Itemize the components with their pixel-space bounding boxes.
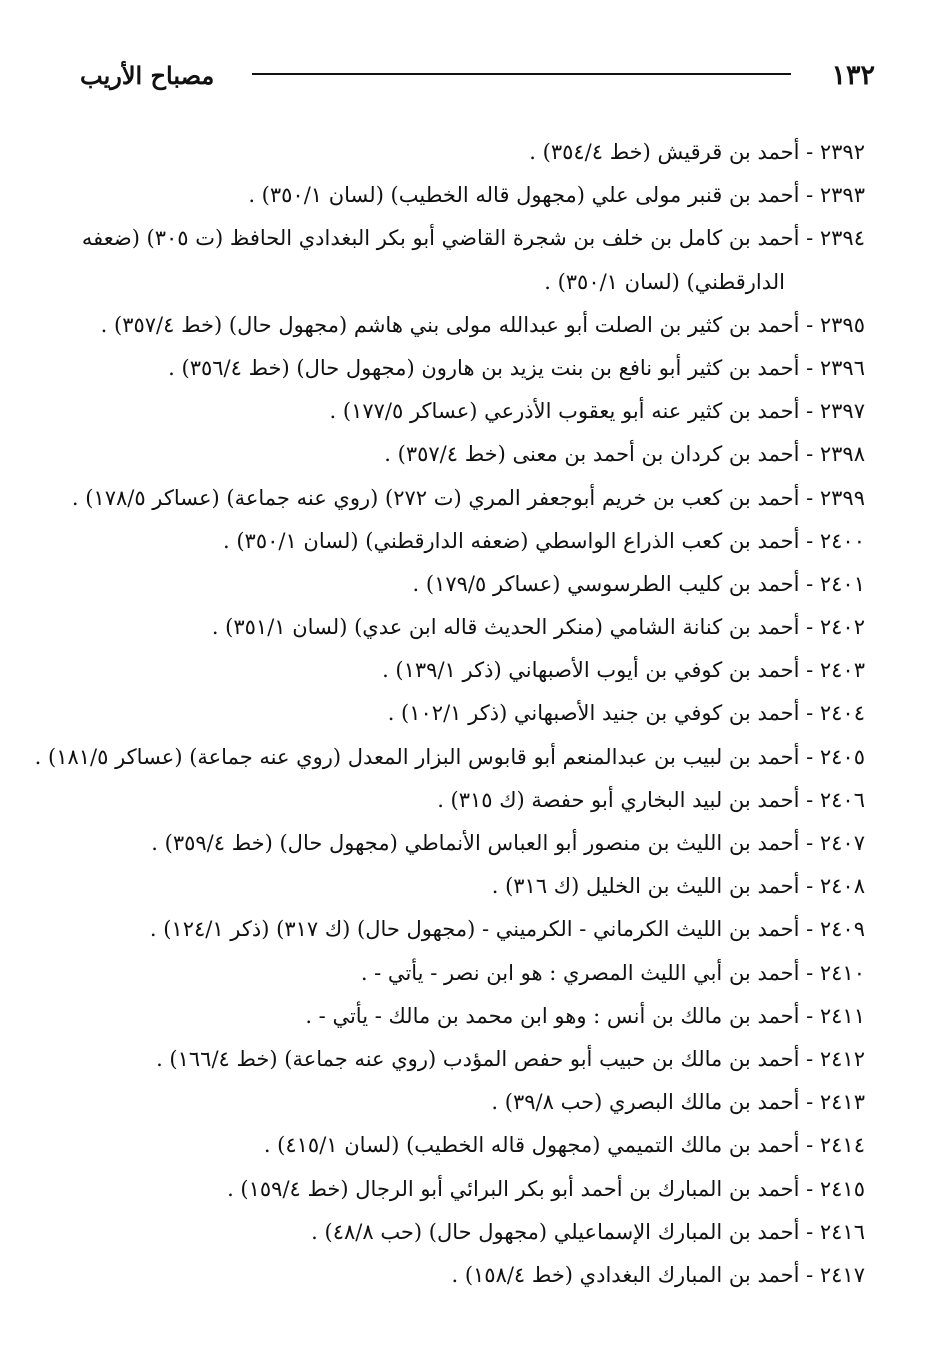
entry-2398: ٢٣٩٨ - أحمد بن كردان بن أحمد بن معنى (خط ٣٥٧/٤) . xyxy=(384,442,865,467)
entry-2392: ٢٣٩٢ - أحمد بن قرقيش (خط ٣٥٤/٤) . xyxy=(529,140,865,164)
entry-2394-continuation: الدارقطني) (لسان ٣٥٠/١) . xyxy=(544,269,785,294)
entry-2403: ٢٤٠٣ - أحمد بن كوفي بن أيوب الأصبهاني (ذكر ١٣٩/١) . xyxy=(382,658,865,683)
entry-2394: ٢٣٩٤ - أحمد بن كامل بن خلف بن شجرة القاضي أبو بكر البغدادي الحافظ (ت ٣٠٥) (ضعفه xyxy=(81,226,865,251)
entry-2416: ٢٤١٦ - أحمد بن المبارك الإسماعيلي (مجهول حال) (حب ٤٨/٨) . xyxy=(311,1219,865,1244)
entry-2413: ٢٤١٣ - أحمد بن مالك البصري (حب ٣٩/٨) . xyxy=(491,1090,865,1115)
entry-2409: ٢٤٠٩ - أحمد بن الليث الكرماني - الكرميني - (مجهول حال) (ك ٣١٧) (ذكر ١٢٤/١) . xyxy=(149,917,865,942)
entry-2405: ٢٤٠٥ - أحمد بن لبيب بن عبدالمنعم أبو قابوس البزار المعدل (روي عنه جماعة) (عساكر ١٨١/٥) . xyxy=(34,744,865,769)
entry-2397: ٢٣٩٧ - أحمد بن كثير عنه أبو يعقوب الأذرعي (عساكر ١٧٧/٥) . xyxy=(329,399,865,424)
entry-2417: ٢٤١٧ - أحمد بن المبارك البغدادي (خط ١٥٨/٤) . xyxy=(451,1262,865,1287)
entry-2395: ٢٣٩٥ - أحمد بن كثير بن الصلت أبو عبدالله مولى بني هاشم (مجهول حال) (خط ٣٥٧/٤) . xyxy=(100,312,865,337)
entry-2415: ٢٤١٥ - أحمد بن المبارك بن أحمد أبو بكر البرائي أبو الرجال (خط ١٥٩/٤) . xyxy=(227,1176,865,1201)
entry-2412: ٢٤١٢ - أحمد بن مالك بن حبيب أبو حفص المؤدب (روي عنه جماعة) (خط ١٦٦/٤) . xyxy=(156,1046,865,1071)
entry-2414: ٢٤١٤ - أحمد بن مالك التميمي (مجهول قاله الخطيب) (لسان ٤١٥/١) . xyxy=(263,1133,865,1158)
page-number: ١٣٢ xyxy=(831,60,875,91)
entry-2411: ٢٤١١ - أحمد بن مالك بن أنس : وهو ابن محمد بن مالك - يأتي - . xyxy=(305,1003,865,1028)
entry-2406: ٢٤٠٦ - أحمد بن لبيد البخاري أبو حفصة (ك ٣١٥) . xyxy=(437,787,865,812)
entry-list xyxy=(34,131,865,1297)
entry-2401: ٢٤٠١ - أحمد بن كليب الطرسوسي (عساكر ١٧٩/٥) . xyxy=(412,571,865,596)
entry-2393: ٢٣٩٣ - أحمد بن قنبر مولى علي (مجهول قاله الخطيب) (لسان ٣٥٠/١) . xyxy=(248,183,865,208)
entry-2408: ٢٤٠٨ - أحمد بن الليث بن الخليل (ك ٣١٦) . xyxy=(491,874,865,899)
entry-2404: ٢٤٠٤ - أحمد بن كوفي بن جنيد الأصبهاني (ذكر ١٠٢/١) . xyxy=(387,701,865,726)
entry-2399: ٢٣٩٩ - أحمد بن كعب بن خريم أبوجعفر المري (ت ٢٧٢) (روي عنه جماعة) (عساكر ١٧٨/٥) . xyxy=(71,485,865,510)
entry-2400: ٢٤٠٠ - أحمد بن كعب الذراع الواسطي (ضعفه الدارقطني) (لسان ٣٥٠/١) . xyxy=(223,528,865,553)
entry-2402: ٢٤٠٢ - أحمد بن كنانة الشامي (منكر الحديث قاله ابن عدي) (لسان ٣٥١/١) . xyxy=(211,615,865,640)
page-header xyxy=(80,58,875,94)
header-rule xyxy=(252,73,791,75)
entry-2396: ٢٣٩٦ - أحمد بن كثير أبو نافع بن بنت يزيد بن هارون (مجهول حال) (خط ٣٥٦/٤) . xyxy=(168,355,865,380)
entry-2407: ٢٤٠٧ - أحمد بن الليث بن منصور أبو العباس الأنماطي (مجهول حال) (خط ٣٥٩/٤) . xyxy=(151,831,865,855)
entry-2410: ٢٤١٠ - أحمد بن أبي الليث المصري : هو ابن نصر - يأتي - . xyxy=(360,960,865,985)
book-title: مصباح الأريب xyxy=(80,61,215,90)
